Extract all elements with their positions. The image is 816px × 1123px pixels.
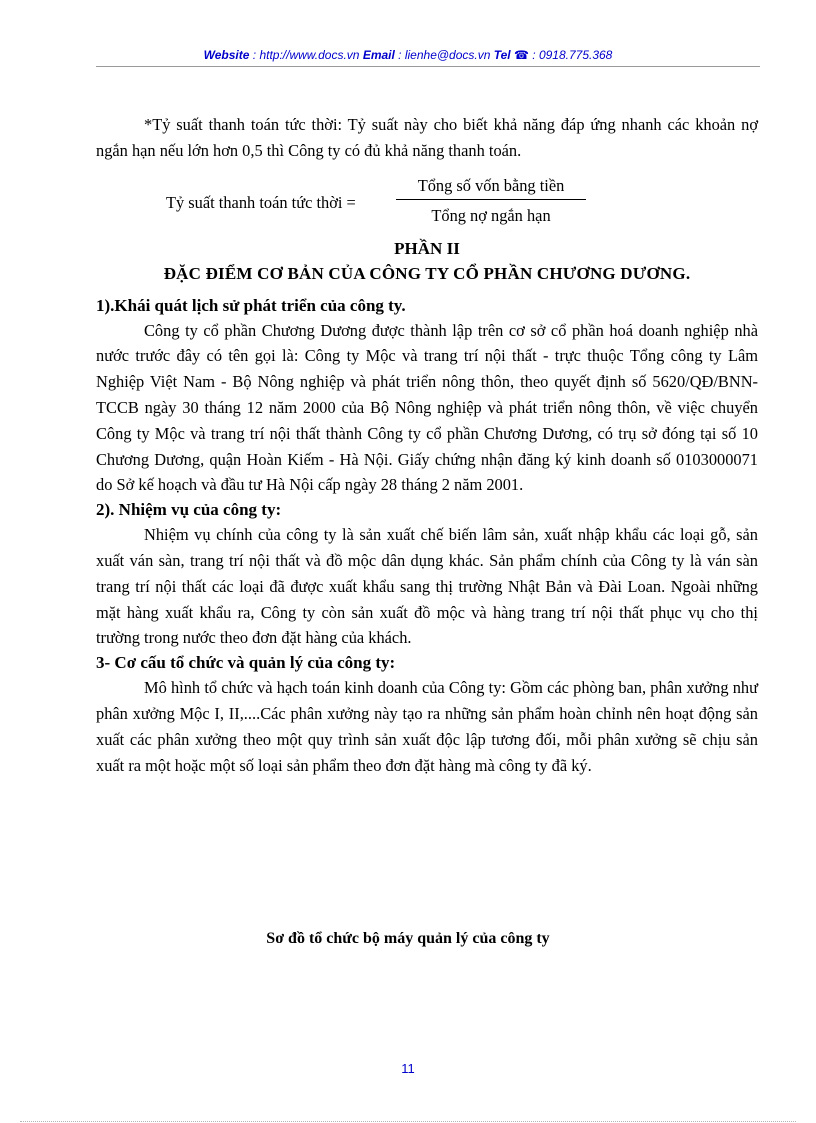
website-label: Website [203, 48, 250, 62]
footer-divider [20, 1121, 796, 1122]
formula-label: Tỷ suất thanh toán tức thời = [166, 192, 356, 212]
section-2-heading: 2). Nhiệm vụ của công ty: [96, 500, 282, 520]
section-3-heading: 3- Cơ cấu tổ chức và quản lý của công ty: [96, 653, 396, 673]
page-number: 11 [401, 1061, 415, 1076]
website-value[interactable]: : http://www.docs.vn [249, 48, 363, 62]
org-chart-title: Sơ đồ tổ chức bộ máy quản lý của công ty [266, 930, 550, 947]
section-2-body: Nhiệm vụ chính của công ty là sản xuất chế biến lâm sản, xuất nhập khẩu các loại gỗ, sản xuất ván sàn, trang trí nội thất và đồ mộc dân dụng khác. Sản phẩm chính của Công ty là ván sàn trang trí nội thất các loại đã được xuất khẩu sang thị trường Nhật Bản và Đài Loan. Ngoài những mặt hàng xuất khẩu ra, Công ty còn sản xuất đồ mộc và hàng trang trí nội thất phục vụ cho thị trường trong nước theo đơn đặt hàng của khách. [96, 525, 758, 648]
tel-label: Tel [493, 48, 511, 62]
document-body [96, 112, 758, 778]
formula-denominator: Tổng nợ ngắn hạn [431, 205, 551, 225]
section-3-body: Mô hình tổ chức và hạch toán kinh doanh của Công ty: Gồm các phòng ban, phân xưởng như phân xưởng Mộc I, II,....Các phân xưởng này tạo ra những sản phẩm hoàn chỉnh nên hoạt động sản xuất các phân xưởng theo một quy trình sản xuất độc lập tương đối, mỗi phân xưởng sẽ chịu sản xuất ra một hoặc một số loại sản phẩm theo đơn đặt hàng mà công ty đã ký. [96, 678, 758, 775]
formula-numerator: Tổng số vốn bằng tiền [396, 174, 586, 200]
page-header [0, 48, 816, 62]
email-value[interactable]: : lienhe@docs.vn [394, 48, 494, 62]
intro-paragraph: *Tỷ suất thanh toán tức thời: Tỷ suất này cho biết khả năng đáp ứng nhanh các khoản nợ ngắn hạn nếu lớn hơn 0,5 thì Công ty có đủ khả năng thanh toán. [96, 115, 758, 160]
part-heading: PHẦN II [394, 238, 460, 258]
part-title: ĐẶC ĐIỂM CƠ BẢN CỦA CÔNG TY CỔ PHẦN CHƯƠNG DƯƠNG. [163, 263, 691, 283]
tel-value: ☎ : 0918.775.368 [510, 48, 613, 62]
formula-fraction [396, 174, 586, 227]
email-label: Email [362, 48, 395, 62]
section-1-body: Công ty cổ phần Chương Dương được thành lập trên cơ sở cổ phần hoá doanh nghiệp nhà nước trước đây có tên gọi là: Công ty Mộc và trang trí nội thất - trực thuộc Tổng công ty Lâm Nghiệp Việt Nam - Bộ Nông nghiệp và phát triển nông thôn, theo quyết định số 5620/QĐ/BNN-TCCB ngày 30 tháng 12 năm 2000 của Bộ Nông nghiệp và phát triển nông thôn, về việc chuyển Công ty Mộc và trang trí nội thất thành Công ty cổ phần Chương Dương, có trụ sở đóng tại số 10 Chương Dương, quận Hoàn Kiếm - Hà Nội. Giấy chứng nhận đăng ký kinh doanh số 0103000071 do Sở kế hoạch và đầu tư Hà Nội cấp ngày 28 tháng 2 năm 2001. [96, 320, 758, 495]
header-divider [96, 66, 760, 67]
formula [96, 174, 758, 230]
section-1-heading: 1).Khái quát lịch sử phát triển của công ty. [96, 295, 406, 315]
